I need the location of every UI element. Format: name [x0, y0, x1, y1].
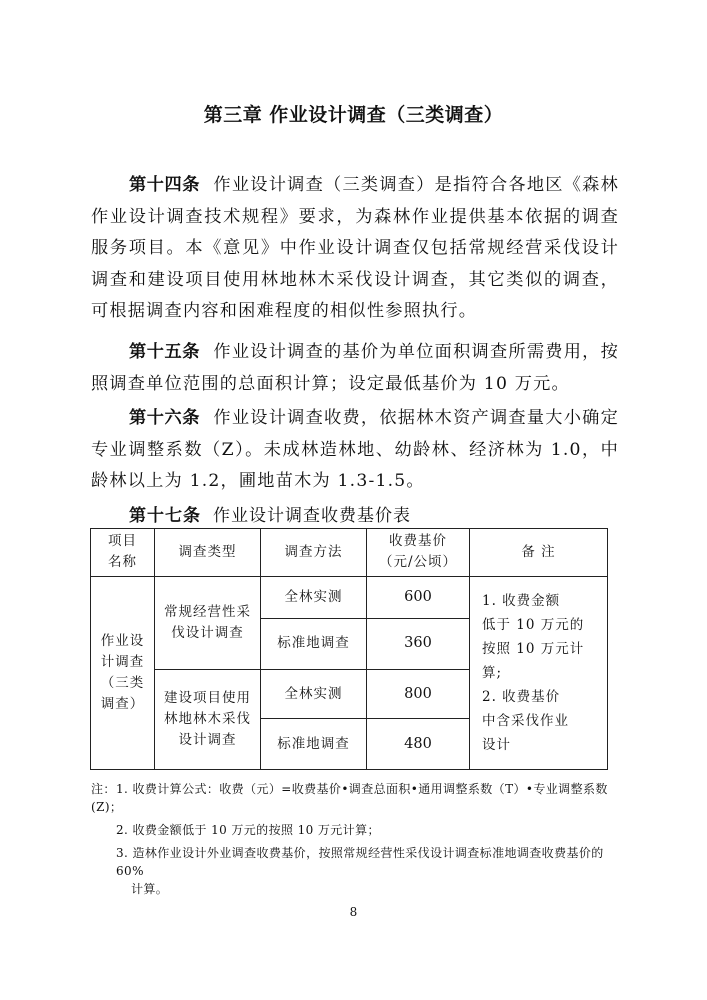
remark-line: 中含采伐作业	[482, 712, 569, 729]
table-row	[91, 576, 608, 619]
remark-line: 1. 收费金额	[482, 592, 561, 609]
header-line: 项目	[108, 533, 137, 550]
header-remark: 备 注	[470, 529, 608, 577]
notes-label: 注：	[91, 782, 116, 796]
header-price	[367, 529, 470, 577]
cell-line: 作业设	[100, 632, 145, 649]
article-16	[91, 403, 619, 498]
table-caption-text: 作业设计调查收费基价表	[213, 506, 411, 526]
note-continuation: 计算。	[131, 882, 169, 896]
note-item	[91, 780, 621, 816]
cell-price: 800	[367, 669, 470, 719]
header-line: 收费基价	[389, 533, 447, 550]
article-number: 第十四条	[129, 175, 200, 195]
table-notes	[91, 780, 621, 903]
cell-line: 伐设计调查	[171, 624, 244, 641]
cell-price: 600	[367, 576, 470, 619]
article-text: 作业设计调查的基价为单位面积调查所需费用，按照调查单位范围的总面积计算；设定最低基价为 10 万元。	[91, 342, 620, 394]
cell-price: 480	[367, 719, 470, 770]
note-text: 收费金额低于 10 万元的按照 10 万元计算；	[132, 823, 380, 837]
remark-line: 按照 10 万元计	[482, 640, 585, 657]
note-number: 1.	[116, 782, 129, 796]
cell-line: 林地林木采伐	[164, 710, 251, 727]
cell-price: 360	[367, 619, 470, 670]
remark-line: 设计	[482, 736, 511, 753]
table-header-row	[91, 529, 608, 577]
header-item-name	[91, 529, 155, 577]
cell-remark	[470, 576, 608, 769]
article-14	[91, 170, 619, 328]
note-item	[91, 844, 621, 898]
article-text: 作业设计调查收费，依据林木资产调查量大小确定专业调整系数（Z）。未成林造林地、幼龄林、经济林为 1.0，中龄林以上为 1.2，圃地苗木为 1.3-1.5。	[91, 408, 620, 491]
article-number: 第十五条	[129, 342, 200, 362]
cell-type	[155, 576, 261, 669]
fee-table	[90, 528, 608, 770]
header-method: 调查方法	[261, 529, 367, 577]
cell-line: 计调查	[100, 653, 145, 670]
cell-line: （三类	[100, 674, 145, 691]
cell-method: 全林实测	[261, 669, 367, 719]
cell-line: 调查）	[100, 695, 145, 712]
remark-line: 低于 10 万元的	[482, 616, 585, 633]
cell-method: 全林实测	[261, 576, 367, 619]
article-15	[91, 337, 619, 400]
cell-line: 设计调查	[178, 731, 237, 748]
note-number: 2.	[116, 823, 129, 837]
header-line: 名称	[108, 554, 137, 571]
remark-line: 算;	[482, 664, 503, 681]
note-item	[91, 821, 621, 839]
cell-line: 常规经营性采	[164, 603, 251, 620]
header-type: 调查类型	[155, 529, 261, 577]
article-number: 第十六条	[129, 408, 200, 428]
cell-method: 标准地调查	[261, 719, 367, 770]
cell-item-name	[91, 576, 155, 769]
cell-method: 标准地调查	[261, 619, 367, 670]
cell-type	[155, 669, 261, 769]
table-caption	[129, 501, 411, 526]
article-gap	[200, 342, 213, 362]
header-line: （元/公顷）	[378, 554, 458, 571]
note-text: 收费计算公式：收费（元）=收费基价•调查总面积•通用调整系数（T）•专业调整系数(Z)；	[91, 782, 608, 814]
page-number: 8	[349, 905, 358, 919]
article-gap	[200, 408, 213, 428]
article-number: 第十七条	[129, 506, 201, 526]
remark-line: 2. 收费基价	[482, 688, 561, 705]
cell-line: 建设项目使用	[164, 689, 251, 706]
article-text: 作业设计调查（三类调查）是指符合各地区《森林作业设计调查技术规程》要求，为森林作业提供基本依据的调查服务项目。本《意见》中作业设计调查仅包括常规经营采伐设计调查和建设项目使用林地林木采伐设计调查，其它类似的调查，可根据调查内容和困难程度的相似性参照执行。	[91, 175, 620, 321]
note-text: 造林作业设计外业调查收费基价，按照常规经营性采伐设计调查标准地调查收费基价的 60%	[116, 846, 604, 878]
article-gap	[200, 175, 213, 195]
chapter-title: 第三章 作业设计调查（三类调查）	[203, 104, 504, 126]
note-number: 3.	[116, 846, 129, 860]
